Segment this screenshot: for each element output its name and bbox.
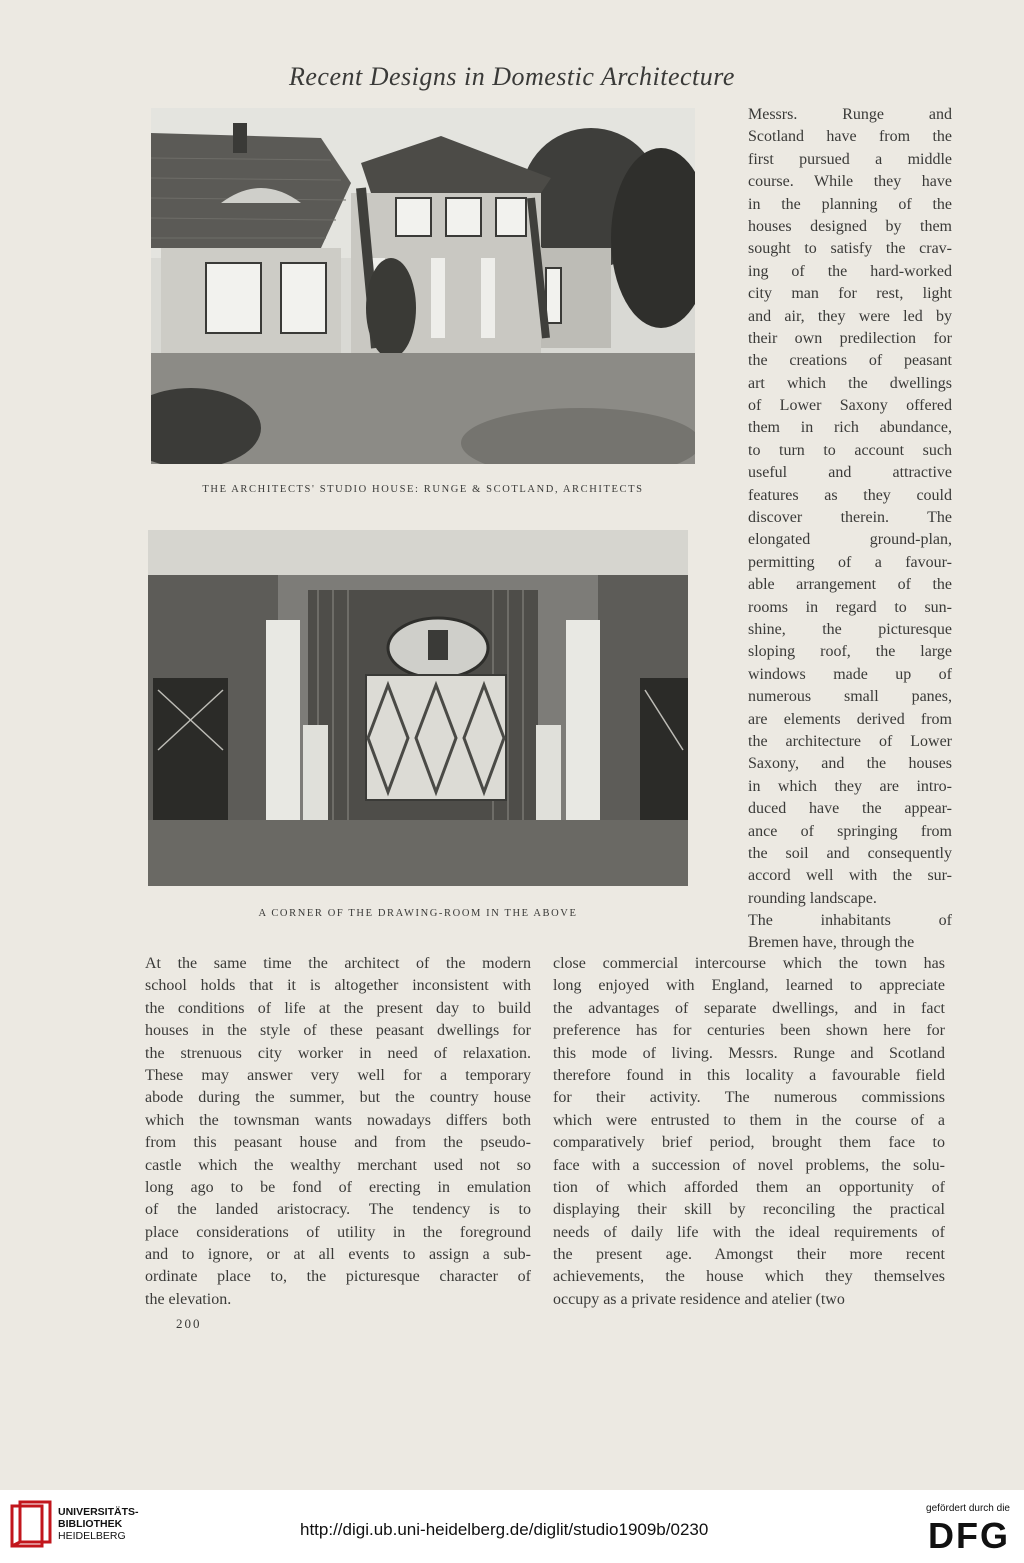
text-line: place considerations of utility in the foreground	[145, 1223, 531, 1241]
text-line: abode during the summer, but the country house	[145, 1089, 531, 1107]
text-line: are elements derived from	[748, 710, 952, 728]
text-line: numerous small panes,	[748, 688, 952, 706]
digitization-footer	[0, 1490, 1024, 1563]
text-line: the soil and consequently	[748, 844, 952, 862]
text-line: in which they are intro-	[748, 777, 952, 795]
text-line: the strenuous city worker in need of relaxation.	[145, 1044, 531, 1062]
text-line: which the townsman wants nowadays differs both	[145, 1111, 531, 1129]
text-line: the present age. Amongst their more recent	[553, 1246, 945, 1264]
text-line: discover therein. The	[748, 509, 952, 527]
house-exterior-photo	[151, 108, 695, 464]
dfg-logo: DFG	[928, 1515, 1010, 1556]
text-line: face with a succession of novel problems, the solu-	[553, 1156, 945, 1174]
text-line: for their activity. The numerous commissions	[553, 1089, 945, 1107]
text-line: These may answer very well for a temporary	[145, 1066, 531, 1084]
text-line: Saxony, and the houses	[748, 755, 952, 773]
text-line: sought to satisfy the crav-	[748, 240, 952, 258]
source-url-link[interactable]: http://digi.ub.uni-heidelberg.de/diglit/studio1909b/0230	[300, 1520, 709, 1539]
middle-column-text	[553, 953, 945, 1311]
text-line: needs of daily life with the ideal requirements of	[553, 1223, 945, 1241]
text-line: and air, they were led by	[748, 307, 952, 325]
text-line: tion of which afforded them an opportunity of	[553, 1178, 945, 1196]
text-line: art which the dwellings	[748, 374, 952, 392]
text-line: their own predilection for	[748, 329, 952, 347]
drawing-room-photo	[148, 530, 688, 886]
text-line: therefore found in this locality a favourable field	[553, 1066, 945, 1084]
library-line-2: BIBLIOTHEK	[58, 1518, 123, 1530]
text-line: able arrangement of the	[748, 576, 952, 594]
text-line: shine, the picturesque	[748, 620, 952, 638]
library-name	[58, 1506, 139, 1542]
page-number: 200	[176, 1316, 202, 1331]
text-line: The inhabitants of	[748, 912, 952, 930]
text-line: rooms in regard to sun-	[748, 598, 952, 616]
text-line: castle which the wealthy merchant used not so	[145, 1156, 531, 1174]
right-column-text	[748, 104, 952, 955]
text-line: achievements, the house which they themselves	[553, 1268, 945, 1286]
library-line-1: UNIVERSITÄTS-	[58, 1506, 139, 1518]
funded-by-label: gefördert durch die	[926, 1503, 1010, 1514]
text-line: this mode of living. Messrs. Runge and Scotland	[553, 1044, 945, 1062]
text-line: the creations of peasant	[748, 352, 952, 370]
library-line-3: HEIDELBERG	[58, 1530, 126, 1542]
text-line: elongated ground-plan,	[748, 531, 952, 549]
figure-caption-1: THE ARCHITECTS' STUDIO HOUSE: RUNGE & SCOTLAND, ARCHITECTS	[202, 484, 644, 495]
text-line: in the planning of the	[748, 195, 952, 213]
text-line: rounding landscape.	[748, 889, 877, 907]
text-line: At the same time the architect of the modern	[145, 955, 531, 972]
text-line: windows made up of	[748, 665, 952, 683]
library-logo-icon	[10, 1500, 52, 1552]
text-line: school holds that it is altogether inconsistent with	[145, 977, 531, 995]
text-line: close commercial intercourse which the town has	[553, 955, 945, 972]
text-line: Scotland have from the	[748, 128, 952, 146]
text-line: the advantages of separate dwellings, and in fact	[553, 999, 945, 1017]
text-line: sloping roof, the large	[748, 643, 952, 661]
text-line: course. While they have	[748, 173, 952, 191]
text-line: first pursued a middle	[748, 150, 952, 168]
text-line: duced have the appear-	[748, 800, 952, 818]
text-line: from this peasant house and from the pseudo-	[145, 1134, 531, 1152]
text-line: ing of the hard-worked	[748, 262, 952, 280]
text-line: Messrs. Runge and	[748, 106, 952, 123]
figure-caption-2: A CORNER OF THE DRAWING-ROOM IN THE ABOVE	[258, 908, 578, 919]
text-line: and to ignore, or at all events to assign a sub-	[145, 1246, 531, 1264]
text-line: houses in the style of these peasant dwellings for	[145, 1022, 531, 1040]
text-line: to turn to account such	[748, 441, 952, 459]
text-line: useful and attractive	[748, 464, 952, 482]
text-line: permitting of a favour-	[748, 553, 952, 571]
text-line: Bremen have, through the	[748, 934, 915, 952]
text-line: occupy as a private residence and atelier (two	[553, 1290, 845, 1308]
text-line: of Lower Saxony offered	[748, 397, 952, 415]
text-line: features as they could	[748, 486, 952, 504]
text-line: ance of springing from	[748, 822, 952, 840]
text-line: which were entrusted to them in the course of a	[553, 1111, 945, 1129]
text-line: the elevation.	[145, 1290, 232, 1308]
text-line: comparatively brief period, brought them face to	[553, 1134, 945, 1152]
text-line: the conditions of life at the present day to build	[145, 999, 531, 1017]
text-line: them in rich abundance,	[748, 419, 952, 437]
text-line: accord well with the sur-	[748, 867, 952, 885]
text-line: displaying their skill by reconciling the practical	[553, 1201, 945, 1219]
text-line: preference has for centuries been shown here for	[553, 1022, 945, 1040]
text-line: long enjoyed with England, learned to appreciate	[553, 977, 945, 995]
text-line: ordinate place to, the picturesque character of	[145, 1268, 531, 1286]
text-line: of the landed aristocracy. The tendency is to	[145, 1201, 531, 1219]
text-line: houses designed by them	[748, 217, 952, 235]
text-line: the architecture of Lower	[748, 732, 952, 750]
text-line: city man for rest, light	[748, 285, 952, 303]
text-line: long ago to be fond of erecting in emulation	[145, 1178, 531, 1196]
left-column-text	[145, 953, 531, 1311]
running-head: Recent Designs in Domestic Architecture	[289, 62, 735, 91]
